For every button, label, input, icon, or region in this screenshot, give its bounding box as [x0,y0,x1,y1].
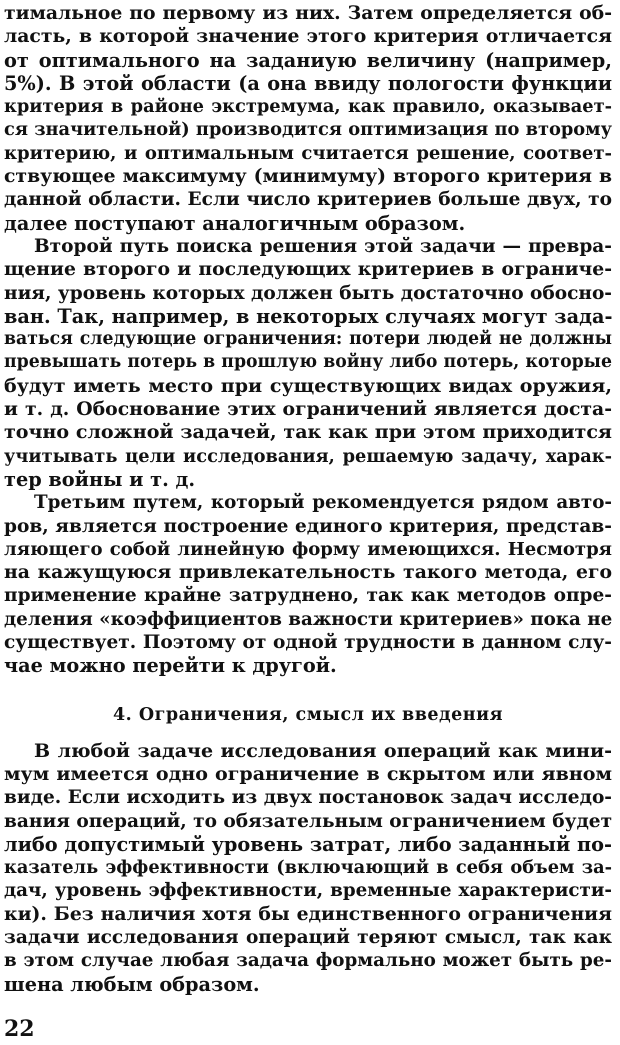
text-line: шена любым образом. [4,972,260,996]
text-line: точно сложной задачей, так как при этом приходится [4,421,612,444]
text-line: данной области. Если число критериев больше двух, то [4,189,612,211]
paragraph-2 [4,235,612,491]
section-heading: 4. Ограничения, смысл их введения [113,704,503,725]
text-line: ляющего собой линейную форму имеющихся. Несмотря [4,538,612,560]
text-line: чае можно перейти к другой. [4,654,337,678]
text-line: щение второго и последующих критериев в ограниче- [4,258,612,281]
text-line: на кажущуюся привлекательность такого метода, его [4,561,612,584]
text-line: превышать потерь в прошлую войну либо потерь, которые [4,352,612,373]
text-line: и т. д. Обоснование этих ограничений является доста- [4,398,612,421]
text-line: тер войны и т. д. [4,467,196,491]
text-line: задачи исследования операций теряют смысл, так как [4,926,612,948]
text-line: мум имеется одно ограничение в скрытом или явном [4,762,612,785]
text-line: критерию, и оптимальным считается решение, соответ- [4,142,612,164]
text-line: учитывать цели исследования, решаемую задачу, харак- [4,445,612,467]
text-line: ствующее максимуму (минимуму) второго критерия в [4,165,612,188]
text-line: существует. Поэтому от одной трудности в данном слу- [4,632,612,654]
text-line: Третьим путем, который рекомендуется рядом авто- [34,492,612,514]
text-line: дач, уровень эффективности, временные характеристи- [4,880,612,902]
text-line: ся значительной) производится оптимизация по второму [4,119,612,141]
section-paragraph [4,740,612,996]
page-number: 22 [4,1016,35,1042]
text-line: виде. Если исходить из двух постановок задач исследо- [4,787,612,809]
paragraph-1 [4,2,612,235]
text-line: применение крайне затруднено, так как методов опре- [4,585,612,607]
text-line: далее поступают аналогичным образом. [4,211,466,235]
paragraph-3 [4,491,612,677]
text-line: деления «коэффициентов важности критериев» пока не [4,608,613,630]
text-line: ров, является построение единого критерия, представ- [4,515,612,537]
text-line: В любой задаче исследования операций как мини- [34,739,612,762]
text-line: тимальное по первому из них. Затем определяется об- [4,2,612,24]
text-line: вания операций, то обязательным ограничением будет [4,810,613,832]
text-line: будут иметь место при существующих видах оружия, [4,374,612,397]
text-line: ван. Так, например, в некоторых случаях могут зада- [4,304,613,328]
text-line: ваться следующие ограничения: потери людей не должны [4,329,612,350]
text-line: 5%). В этой области (а она ввиду пологости функции [4,71,612,95]
text-line: ния, уровень которых должен быть достаточно обосно- [4,282,612,304]
text-line: в этом случае любая задача формально может быть ре- [4,950,612,972]
text-line: ки). Без наличия хотя бы единственного ограничения [4,902,612,925]
text-line: критерия в районе экстремума, как правило, оказывает- [4,96,612,118]
text-line: ласть, в которой значение этого критерия отличается [4,25,612,48]
text-line: либо допустимый уровень затрат, либо заданный по- [4,832,612,856]
text-line: Второй путь поиска решения этой задачи — превра- [34,235,612,257]
text-line: казатель эффективности (включающий в себя объем за- [4,857,612,879]
text-line: от оптимального на заданиую величину (например, [4,48,612,72]
